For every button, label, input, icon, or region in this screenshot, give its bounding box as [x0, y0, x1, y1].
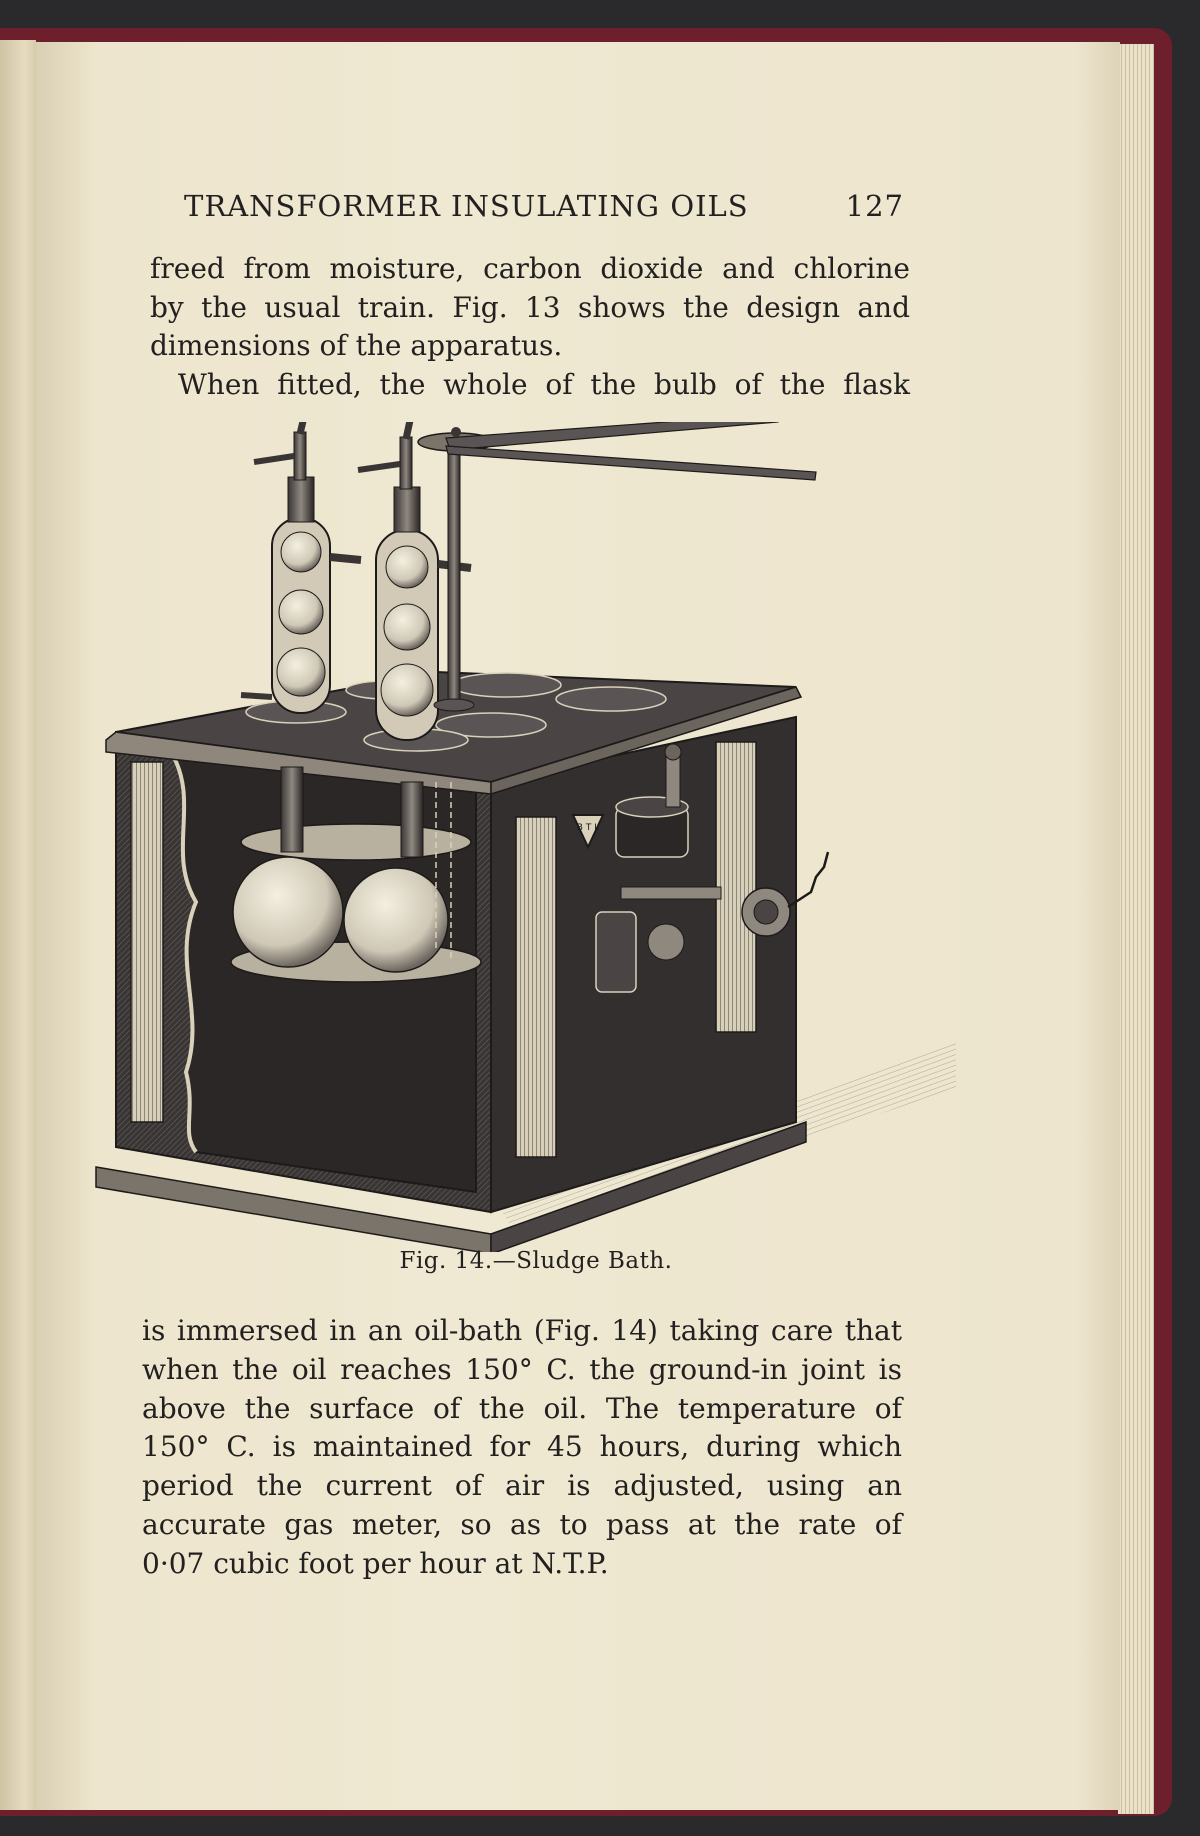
text-line: when the oil reaches 150° C. the ground-in joint is	[142, 1352, 902, 1386]
stirrer	[418, 422, 816, 711]
text-line: by the usual train. Fig. 13 shows the design and	[150, 290, 910, 324]
text-line: accurate gas meter, so as to pass at the rate of	[142, 1507, 902, 1541]
text-line: freed from moisture, carbon dioxide and chlorine	[150, 252, 910, 285]
text-line: above the surface of the oil. The temperature of	[142, 1391, 902, 1425]
text-line: is immersed in an oil-bath (Fig. 14) taking care that	[142, 1314, 902, 1347]
figure-caption	[36, 1248, 1036, 1274]
paragraph-top	[150, 250, 910, 404]
sludge-bath-illustration	[76, 422, 956, 1252]
paragraph-bottom	[142, 1312, 902, 1584]
facing-page-edge	[0, 40, 36, 1810]
text-line: 0·07 cubic foot per hour at N.T.P.	[142, 1546, 609, 1580]
book-page	[36, 42, 1120, 1810]
running-head-title: TRANSFORMER INSULATING OILS	[184, 189, 749, 223]
btl-badge-label: B T L	[576, 823, 600, 833]
text-line: dimensions of the apparatus.	[150, 329, 563, 362]
text-line: 150° C. is maintained for 45 hours, during which	[142, 1430, 902, 1464]
page-edges	[1118, 44, 1154, 1814]
page-number: 127	[845, 189, 904, 223]
text-line: When fitted, the whole of the bulb of the flask	[178, 367, 910, 401]
text-line: period the current of air is adjusted, using an	[142, 1469, 902, 1503]
figure-caption-text: Fig. 14.—Sludge Bath.	[399, 1248, 673, 1274]
